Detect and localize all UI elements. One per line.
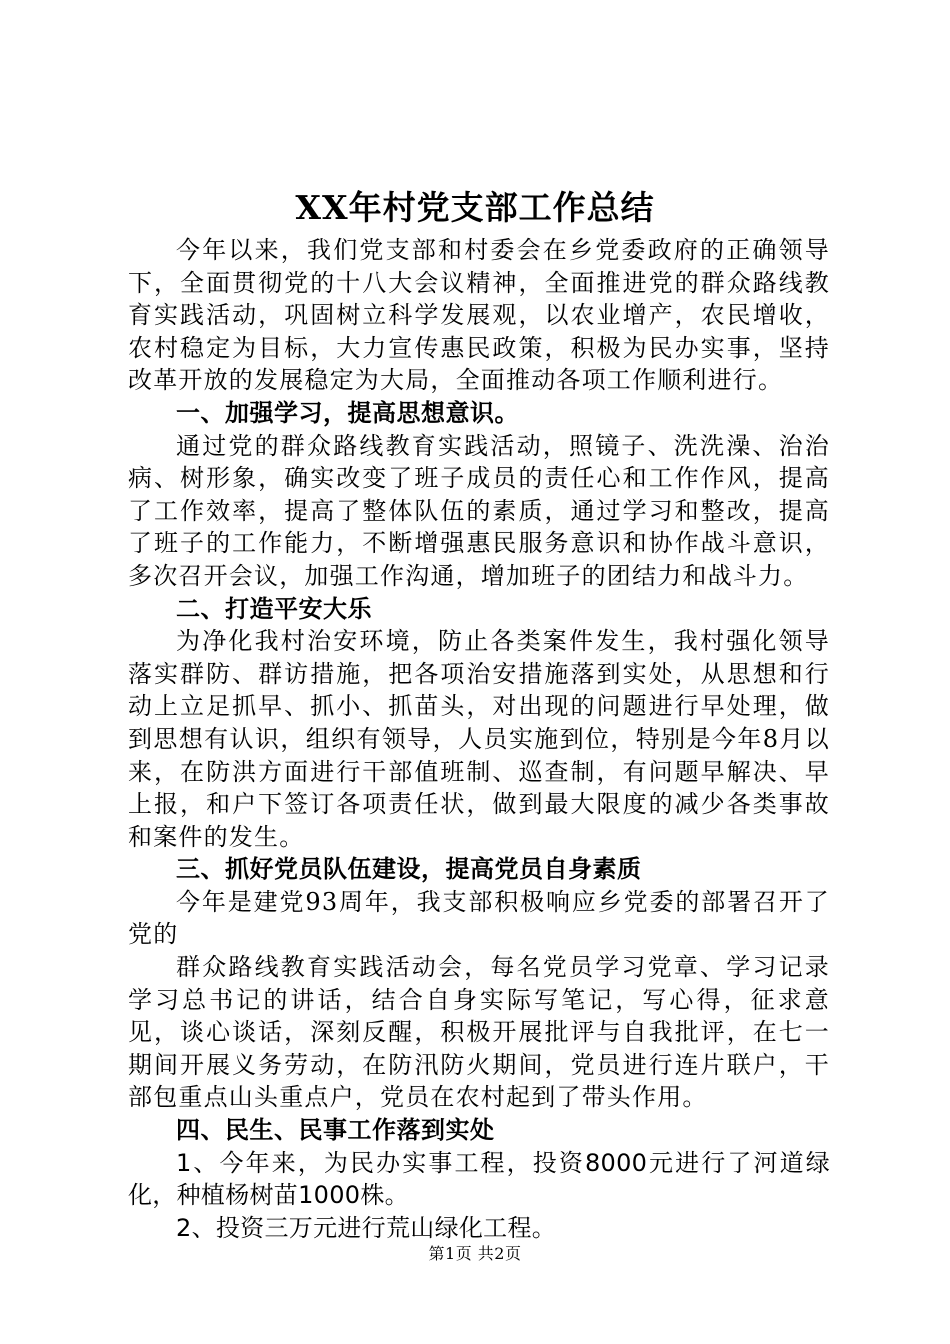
document-body bbox=[128, 234, 830, 1244]
intro-paragraph: 今年以来，我们党支部和村委会在乡党委政府的正确领导下，全面贯彻党的十八大会议精神，全面推进党的群众路线教育实践活动，巩固树立科学发展观，以农业增产，农民增收，农村稳定为目标，大力宣传惠民政策，积极为民办实事，坚持改革开放的发展稳定为大局，全面推动各项工作顺利进行。 bbox=[128, 236, 830, 395]
section-paragraph-3b: 群众路线教育实践活动会，每名党员学习党章、学习记录学习总书记的讲话，结合自身实际写笔记，写心得，征求意见，谈心谈话，深刻反醒，积极开展批评与自我批评，在七一期间开展义务劳动，在防汛防火期间，党员进行连片联户，干部包重点山头重点户，党员在农村起到了带头作用。 bbox=[128, 953, 830, 1112]
page-footer: 第1页 共2页 bbox=[428, 1244, 522, 1263]
section-paragraph-1: 通过党的群众路线教育实践活动，照镜子、洗洗澡、治治病、树形象，确实改变了班子成员的责任心和工作作风，提高了工作效率，提高了整体队伍的素质，通过学习和整改，提高了班子的工作能力，不断增强惠民服务意识和协作战斗意识，多次召开会议，加强工作沟通，增加班子的团结力和战斗力。 bbox=[128, 431, 830, 590]
section-heading-4: 四、民生、民事工作落到实处 bbox=[176, 1116, 495, 1145]
section-paragraph-3a: 今年是建党93周年，我支部积极响应乡党委的部署召开了党的 bbox=[128, 887, 830, 949]
document-title: XX年村党支部工作总结 bbox=[295, 188, 655, 227]
list-item-1: 1、今年来，为民办实事工程，投资8000元进行了河道绿化，种植杨树苗1000株。 bbox=[128, 1148, 830, 1210]
section-heading-2: 二、打造平安大乐 bbox=[176, 594, 372, 623]
section-heading-1: 一、加强学习，提高思想意识。 bbox=[176, 398, 519, 427]
section-heading-3: 三、抓好党员队伍建设，提高党员自身素质 bbox=[176, 855, 642, 884]
section-paragraph-2: 为净化我村治安环境，防止各类案件发生，我村强化领导落实群防、群访措施，把各项治安措施落到实处，从思想和行动上立足抓早、抓小、抓苗头，对出现的问题进行早处理，做到思想有认识，组织有领导，人员实施到位，特别是今年8月以来，在防洪方面进行干部值班制、巡查制，有问题早解决、早上报，和户下签订各项责任状，做到最大限度的减少各类事故和案件的发生。 bbox=[128, 627, 830, 851]
list-item-2: 2、投资三万元进行荒山绿化工程。 bbox=[176, 1213, 557, 1242]
